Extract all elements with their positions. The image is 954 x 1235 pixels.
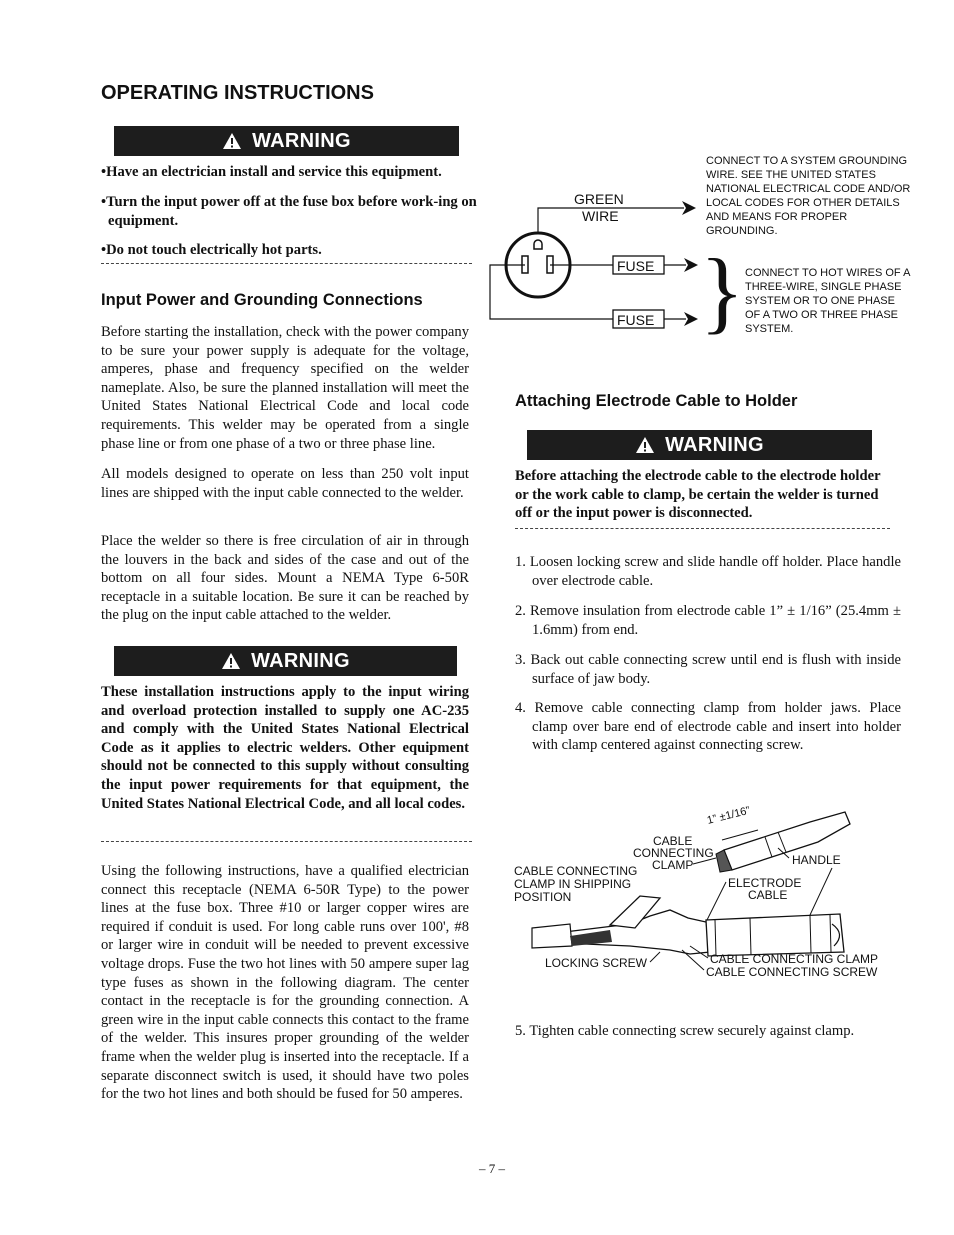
locking-screw-label: LOCKING SCREW bbox=[545, 956, 648, 970]
electrode-cable-label: CABLE bbox=[748, 888, 788, 902]
paragraph: Place the welder so there is free circulation of air in through the louvers in the back and sides of the case and out of the bottom on all four sides. Mount a NEMA Type 6-50R receptacle in a suitable location. Be sure it can be reached by the plug on the input cable attached to the welder. bbox=[101, 533, 469, 624]
warning-triangle-icon bbox=[635, 436, 655, 454]
section-heading: Attaching Electrode Cable to Holder bbox=[515, 392, 798, 410]
brace: } bbox=[700, 240, 745, 342]
page-number: – 7 – bbox=[479, 1161, 505, 1176]
section-heading: Input Power and Grounding Connections bbox=[101, 291, 423, 309]
clamp-label: CABLE bbox=[653, 834, 693, 848]
warning-banner bbox=[114, 646, 457, 676]
electrode-cable-label: ELECTRODE bbox=[728, 876, 802, 890]
clamp-label: CONNECTING bbox=[633, 846, 714, 860]
paragraph: Using the following instructions, have a qualified electrician connect this receptacle (NEMA 6-50R Type) to the power lines at the fuse box. Three #10 or larger copper wires are required if conduit is used. For long cable runs over 100', #8 or larger wire in conduit will be needed to prevent excessive voltage drops. Fuse the two hot lines with 50 ampere super lag type fuses as shown in the following diagram. The center contact in the receptacle is for the grounding connection. A green wire in the input cable connects this contact to the frame of the welder. This insures proper grounding of the welder frame when the welder plug is inserted into the receptacle. If a separate disconnect switch is used, it should have two poles for the two hot lines and both should be fused for 50 amperes. bbox=[101, 863, 469, 1103]
warning-text: Before attaching the electrode cable to the electrode holder or the work cable to clamp, be certain the welder is turned off or the input power is disconnected. bbox=[515, 468, 881, 522]
handle-label: HANDLE bbox=[792, 853, 841, 867]
green-wire-label: WIRE bbox=[582, 208, 619, 224]
holder-diagram bbox=[510, 800, 890, 980]
warning-banner bbox=[527, 430, 872, 460]
shipping-label: CLAMP IN SHIPPING bbox=[514, 877, 632, 891]
warning-label: WARNING bbox=[665, 433, 764, 456]
step-item: 1. Loosen locking screw and slide handle off holder. Place handle over electrode cable. bbox=[515, 554, 901, 589]
shipping-label: CABLE CONNECTING bbox=[514, 864, 638, 878]
warning-label: WARNING bbox=[251, 649, 350, 672]
hot-note: CONNECT TO HOT WIRES OF A THREE-WIRE, SINGLE PHASE SYSTEM OR TO ONE PHASE OF A TWO OR THREE PHASE SYSTEM. bbox=[745, 267, 910, 335]
step-item: 3. Back out cable connecting screw until end is flush with inside surface of jaw body. bbox=[515, 652, 901, 687]
clamp-label: CLAMP bbox=[652, 858, 694, 872]
clamp-callout: CABLE CONNECTING CLAMP bbox=[710, 952, 879, 966]
screw-callout: CABLE CONNECTING SCREW bbox=[706, 965, 878, 979]
page-title: OPERATING INSTRUCTIONS bbox=[101, 82, 374, 104]
green-wire-label: GREEN bbox=[574, 191, 624, 207]
warning-bullet: •Have an electrician install and service this equipment. bbox=[101, 164, 442, 180]
warning-triangle-icon bbox=[221, 652, 241, 670]
warning-banner bbox=[114, 126, 459, 156]
paragraph: All models designed to operate on less than 250 volt input lines are shipped with the input cable connected to the welder. bbox=[101, 466, 469, 501]
divider bbox=[101, 263, 472, 264]
warning-text: These installation instructions apply to the input wiring and overload protection installed to supply one AC-235 and comply with the United States National Electrical Code as it applies to electric welders. Other equipment should not be connected to this supply without consulting the input power requirements for that equipment, the United States National Electrical Code, and all local codes. bbox=[101, 684, 469, 812]
step-item: 2. Remove insulation from electrode cable 1” ± 1/16” (25.4mm ± 1.6mm) from end. bbox=[515, 603, 901, 638]
divider bbox=[101, 841, 472, 842]
step-item: 5. Tighten cable connecting screw securely against clamp. bbox=[515, 1023, 855, 1039]
warning-triangle-icon bbox=[222, 132, 242, 150]
fuse-label: FUSE bbox=[617, 312, 655, 328]
ground-note: CONNECT TO A SYSTEM GROUNDING WIRE. SEE THE UNITED STATES NATIONAL ELECTRICAL CODE AND/OR LOCAL CODES FOR OTHER DETAILS AND MEANS FOR PROPER GROUNDING. bbox=[706, 155, 911, 237]
warning-bullet: •Turn the input power off at the fuse box before work-ing on equipment. bbox=[101, 194, 477, 229]
warning-label: WARNING bbox=[252, 129, 351, 152]
fuse-label: FUSE bbox=[617, 258, 655, 274]
divider bbox=[515, 528, 890, 529]
wiring-diagram bbox=[486, 185, 702, 335]
warning-bullet: •Do not touch electrically hot parts. bbox=[101, 242, 322, 258]
step-item: 4. Remove cable connecting clamp from holder jaws. Place clamp over bare end of electrode cable and insert into holder with clamp centered against connecting screw. bbox=[515, 700, 901, 754]
holder-handle bbox=[706, 914, 844, 956]
shipping-label: POSITION bbox=[514, 890, 572, 904]
paragraph: Before starting the installation, check with the power company to be sure your power supply is adequate for the voltage, amperes, phase and frequency specified on the welder nameplate. Also, be sure the planned installation will meet the United States National Electrical Code and local code requirements. This welder may be operated from a single phase line or from one phase of a two or three phase line. bbox=[101, 324, 469, 452]
dimension-label: 1” ±1/16” bbox=[705, 804, 752, 827]
